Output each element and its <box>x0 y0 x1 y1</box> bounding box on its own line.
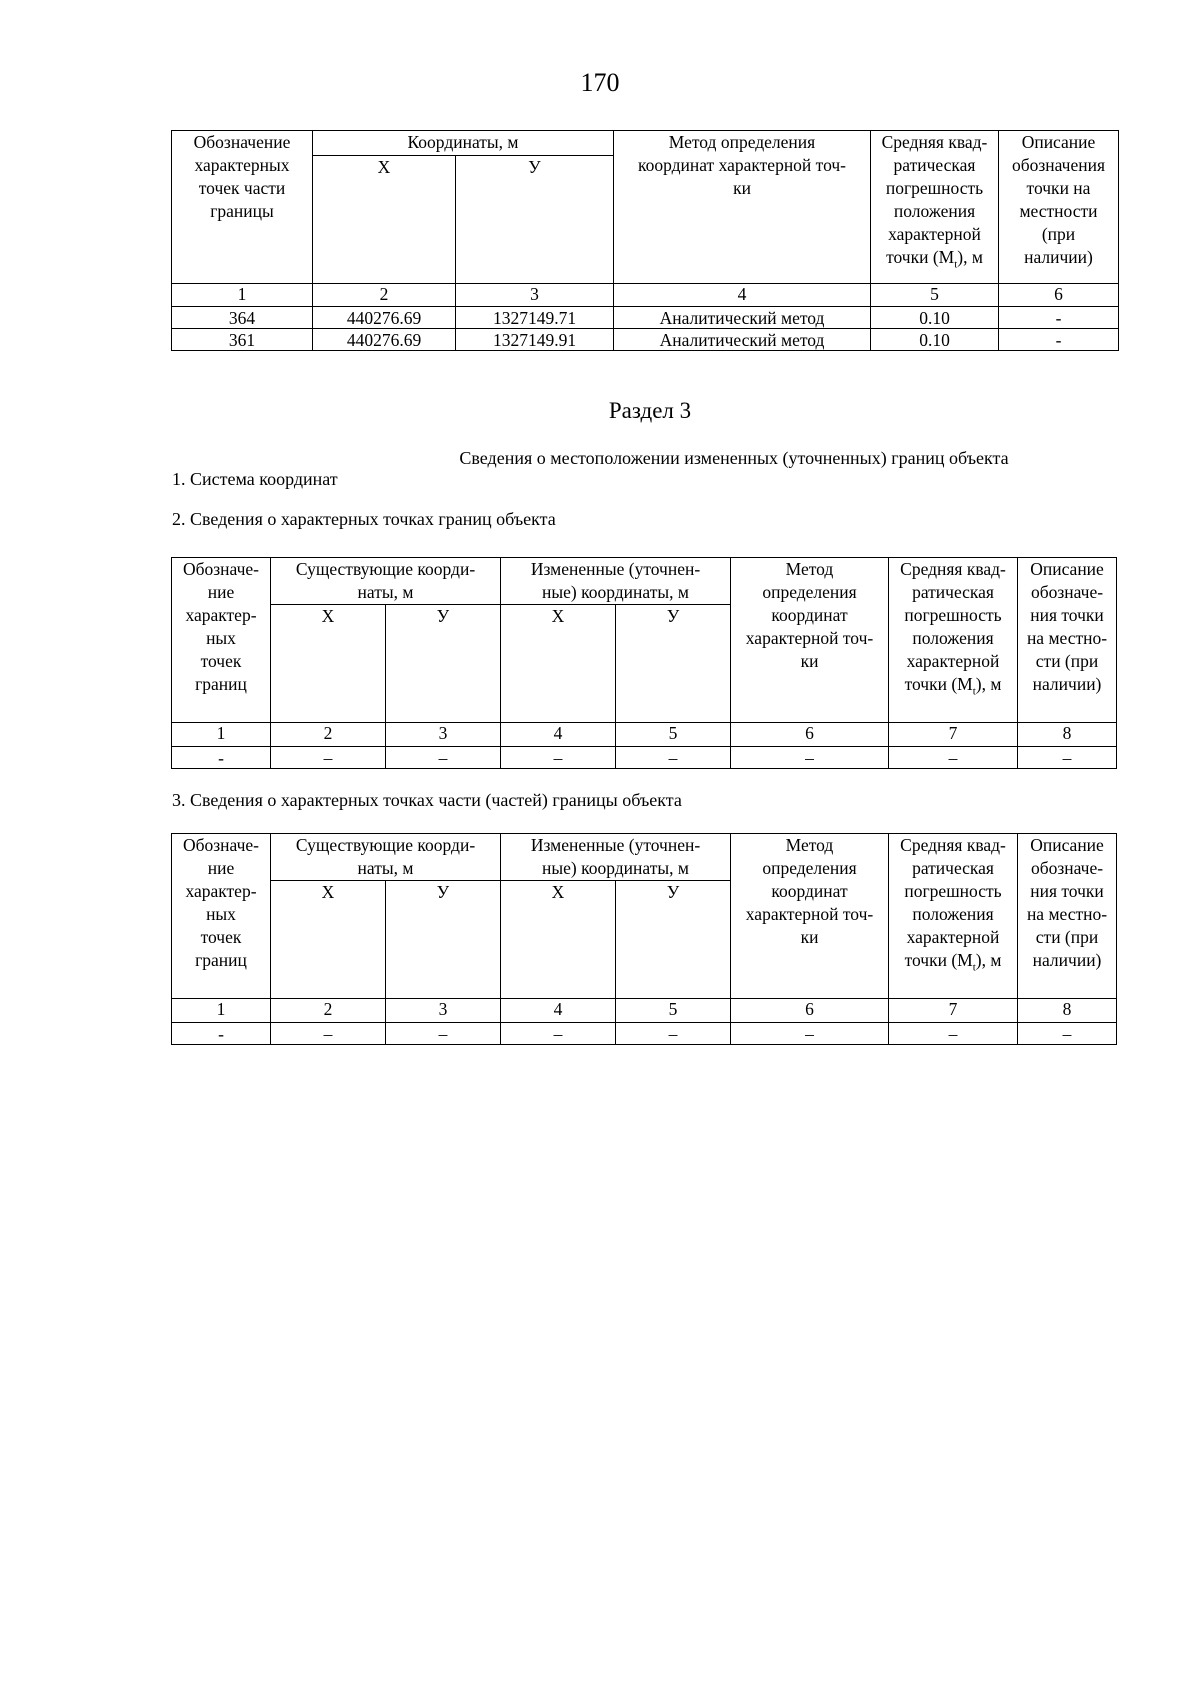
table-row <box>172 1023 1117 1045</box>
boundary-part-points-table <box>171 130 1119 351</box>
header-description: Описание обозначения точки на местности (при наличии) <box>999 131 1119 284</box>
item-coordinate-system: 1. Система координат <box>172 469 338 489</box>
page-number: 170 <box>580 68 620 97</box>
column-number: 5 <box>871 284 999 307</box>
table-cell: - <box>172 747 271 769</box>
header-changed-coordinates: Измененные (уточнен- ные) координаты, м <box>501 558 731 605</box>
column-number-row <box>172 999 1117 1023</box>
column-number-row <box>172 284 1119 307</box>
table-cell: – <box>1018 747 1117 769</box>
header-method: Метод определения координат характерной точ- ки <box>614 131 871 284</box>
column-number: 8 <box>1018 723 1117 747</box>
coord-y: 1327149.91 <box>456 329 614 351</box>
header-x: Х <box>313 156 456 284</box>
column-number: 2 <box>313 284 456 307</box>
table-cell: – <box>616 747 731 769</box>
header-designation: Обозначе- ние характер- ных точек границ <box>172 558 271 723</box>
column-number: 5 <box>616 999 731 1023</box>
description: - <box>999 329 1119 351</box>
error: 0.10 <box>871 307 999 329</box>
column-number: 5 <box>616 723 731 747</box>
table-cell: – <box>616 1023 731 1045</box>
table-row <box>172 307 1119 329</box>
header-changed-y: У <box>616 881 731 999</box>
header-changed-x: Х <box>501 881 616 999</box>
header-designation: Обозначение характерных точек части границы <box>172 131 313 284</box>
header-changed-x: Х <box>501 605 616 723</box>
header-description: Описание обозначе- ния точки на местно- сти (при наличии) <box>1018 558 1117 723</box>
section-title: Раздел 3 <box>608 398 692 423</box>
header-existing-coordinates: Существующие коорди- наты, м <box>271 834 501 881</box>
table-cell: – <box>386 1023 501 1045</box>
column-number-row <box>172 723 1117 747</box>
column-number: 3 <box>386 723 501 747</box>
table-cell: – <box>889 747 1018 769</box>
item-part-boundary-points: 3. Сведения о характерных точках части (частей) границы объекта <box>172 790 682 810</box>
section-subtitle: Сведения о местоположении измененных (уточненных) границ объекта <box>459 448 1009 468</box>
column-number: 4 <box>614 284 871 307</box>
point-number: 361 <box>172 329 313 351</box>
item-boundary-points: 2. Сведения о характерных точках границ объекта <box>172 509 556 529</box>
column-number: 6 <box>731 999 889 1023</box>
table-cell: – <box>889 1023 1018 1045</box>
header-existing-y: У <box>386 605 501 723</box>
header-existing-x: Х <box>271 605 386 723</box>
column-number: 6 <box>731 723 889 747</box>
method: Аналитический метод <box>614 329 871 351</box>
table-cell: – <box>1018 1023 1117 1045</box>
header-existing-y: У <box>386 881 501 999</box>
coord-x: 440276.69 <box>313 329 456 351</box>
column-number: 1 <box>172 723 271 747</box>
column-number: 1 <box>172 284 313 307</box>
column-number: 8 <box>1018 999 1117 1023</box>
column-number: 2 <box>271 723 386 747</box>
table-cell: - <box>172 1023 271 1045</box>
header-error: Средняя квад- ратическая погрешность положения характерной точки $(М_t)$, м <box>889 834 1018 999</box>
table-cell: – <box>731 1023 889 1045</box>
header-changed-coordinates: Измененные (уточнен- ные) координаты, м <box>501 834 731 881</box>
header-coordinates: Координаты, м <box>313 131 614 156</box>
part-boundary-points-table <box>171 833 1117 1045</box>
table-cell: – <box>501 747 616 769</box>
column-number: 7 <box>889 723 1018 747</box>
description: - <box>999 307 1119 329</box>
header-existing-x: Х <box>271 881 386 999</box>
header-method: Метод определения координат характерной точ- ки <box>731 558 889 723</box>
coord-x: 440276.69 <box>313 307 456 329</box>
header-error: Средняя квад- ратическая погрешность положения характерной точки $(М_t)$, м <box>889 558 1018 723</box>
table-cell: – <box>271 1023 386 1045</box>
column-number: 6 <box>999 284 1119 307</box>
header-y: У <box>456 156 614 284</box>
table-cell: – <box>501 1023 616 1045</box>
column-number: 2 <box>271 999 386 1023</box>
table-cell: – <box>386 747 501 769</box>
point-number: 364 <box>172 307 313 329</box>
coord-y: 1327149.71 <box>456 307 614 329</box>
table-cell: – <box>271 747 386 769</box>
header-existing-coordinates: Существующие коорди- наты, м <box>271 558 501 605</box>
column-number: 1 <box>172 999 271 1023</box>
column-number: 3 <box>386 999 501 1023</box>
method: Аналитический метод <box>614 307 871 329</box>
table-cell: – <box>731 747 889 769</box>
header-designation: Обозначе- ние характер- ных точек границ <box>172 834 271 999</box>
header-error: Средняя квад- ратическая погрешность положения характерной точки $(М_t)$, м <box>871 131 999 284</box>
header-changed-y: У <box>616 605 731 723</box>
boundary-points-table <box>171 557 1117 769</box>
header-method: Метод определения координат характерной точ- ки <box>731 834 889 999</box>
column-number: 7 <box>889 999 1018 1023</box>
table-row <box>172 329 1119 351</box>
error: 0.10 <box>871 329 999 351</box>
column-number: 4 <box>501 999 616 1023</box>
header-description: Описание обозначе- ния точки на местно- сти (при наличии) <box>1018 834 1117 999</box>
column-number: 4 <box>501 723 616 747</box>
table-row <box>172 747 1117 769</box>
column-number: 3 <box>456 284 614 307</box>
